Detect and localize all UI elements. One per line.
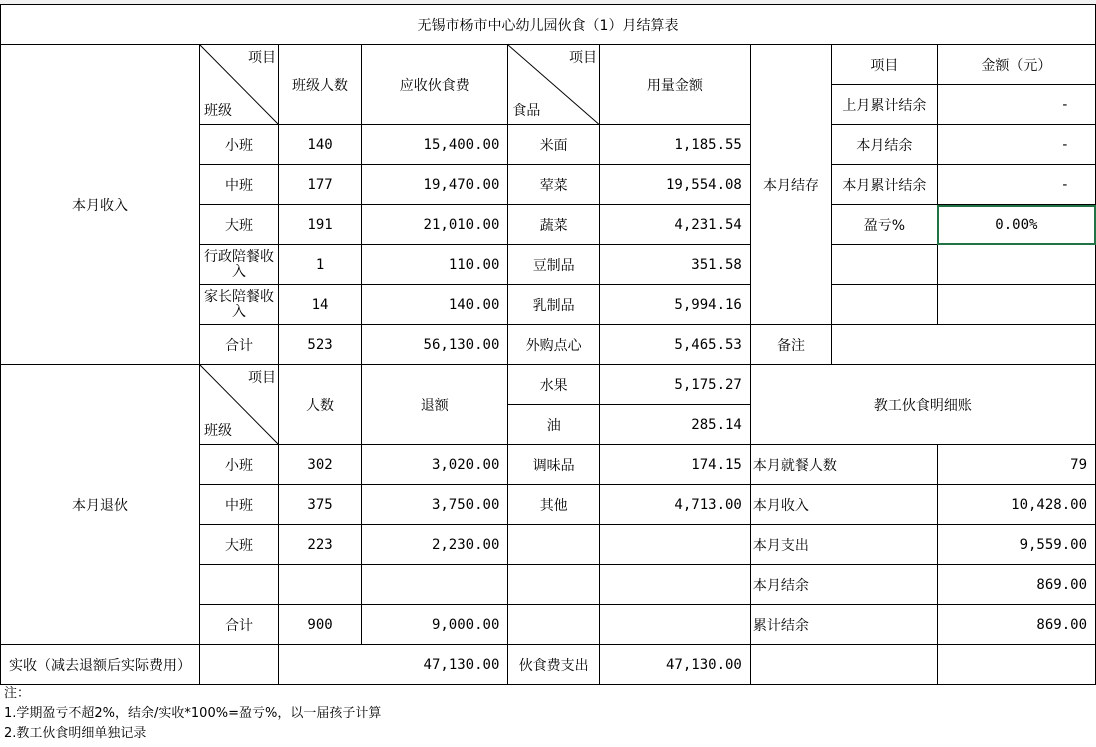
notes-head[interactable]: 注： [4,686,31,701]
income-total-fee[interactable]: 56,130.00 [362,325,508,365]
note-value[interactable] [832,325,1096,365]
empty-cell[interactable] [508,565,600,605]
notes-line-1[interactable]: 1.学期盈亏不超2%，结余/实收*100%=盈亏%，以一届孩子计算 [4,706,382,721]
balance-item-name[interactable]: 本月结余 [832,125,938,165]
income-row-count[interactable]: 140 [279,125,362,165]
food-row-name[interactable]: 调味品 [508,445,600,485]
refund-row-name[interactable]: 大班 [200,525,279,565]
refund-row-amount[interactable]: 2,230.00 [362,525,508,565]
income-col-count[interactable]: 班级人数 [279,45,362,125]
food-row-amount[interactable]: 285.14 [599,405,750,445]
empty-cell[interactable] [508,605,600,645]
food-row-name[interactable]: 荤菜 [508,165,600,205]
actual-label[interactable]: 实收（减去退额后实际费用） [1,645,200,685]
refund-total-amount[interactable]: 9,000.00 [362,605,508,645]
staff-row-value[interactable]: 869.00 [937,565,1095,605]
refund-row-name[interactable]: 小班 [200,445,279,485]
sheet-title[interactable]: 无锡市杨市中心幼儿园伙食（1）月结算表 [1,5,1096,45]
income-row-count[interactable]: 177 [279,165,362,205]
food-row-name[interactable]: 水果 [508,365,600,405]
income-row-fee[interactable]: 21,010.00 [362,205,508,245]
balance-item-value[interactable]: - [937,165,1095,205]
refund-diagonal-header[interactable] [200,365,279,445]
income-section-label[interactable]: 本月收入 [1,45,200,365]
balance-item-value-selected[interactable]: 0.00% [937,205,1095,245]
food-row-amount[interactable]: 4,231.54 [599,205,750,245]
income-diag-top: 项目 [248,50,276,66]
refund-diag-bottom: 班级 [204,423,232,439]
food-row-amount[interactable]: 5,994.16 [599,285,750,325]
note-label[interactable]: 备注 [750,325,831,365]
empty-cell[interactable] [599,525,750,565]
income-diagonal-header[interactable] [200,45,279,125]
income-row-fee[interactable]: 140.00 [362,285,508,325]
notes-block [4,684,381,744]
food-row-name[interactable]: 蔬菜 [508,205,600,245]
notes-line-2[interactable]: 2.教工伙食明细单独记录 [4,726,147,741]
food-row-amount[interactable]: 5,465.53 [599,325,750,365]
food-diag-top: 项目 [568,50,597,66]
income-col-fee[interactable]: 应收伙食费 [362,45,508,125]
empty-cell[interactable] [200,645,279,685]
empty-cell[interactable] [937,285,1095,325]
empty-cell[interactable] [832,285,938,325]
empty-cell[interactable] [937,245,1095,285]
balance-item-name[interactable]: 上月累计结余 [832,85,938,125]
food-row-amount[interactable]: 19,554.08 [599,165,750,205]
food-row-name[interactable]: 米面 [508,125,600,165]
empty-cell[interactable] [599,605,750,645]
food-row-amount[interactable]: 174.15 [599,445,750,485]
empty-cell[interactable] [750,645,937,685]
refund-total-count[interactable]: 900 [279,605,362,645]
empty-cell[interactable] [362,565,508,605]
food-col-amount[interactable]: 用量金额 [599,45,750,125]
food-row-name[interactable]: 油 [508,405,600,445]
income-row-name[interactable]: 行政陪餐收入 [200,245,279,285]
refund-row-count[interactable]: 375 [279,485,362,525]
income-total-name[interactable]: 合计 [200,325,279,365]
income-row-name[interactable]: 家长陪餐收入 [200,285,279,325]
income-diag-bottom: 班级 [204,103,232,119]
refund-total-name[interactable]: 合计 [200,605,279,645]
staff-row-value[interactable]: 79 [937,445,1095,485]
refund-diag-top: 项目 [248,370,276,386]
empty-cell[interactable] [832,245,938,285]
income-row-name[interactable]: 中班 [200,165,279,205]
empty-cell[interactable] [599,565,750,605]
empty-cell[interactable] [937,645,1095,685]
income-row-fee[interactable]: 19,470.00 [362,165,508,205]
staff-row-name[interactable]: 本月支出 [750,525,937,565]
balance-item-value[interactable]: - [937,85,1095,125]
income-row-count[interactable]: 191 [279,205,362,245]
income-row-count[interactable]: 1 [279,245,362,285]
refund-row-count[interactable]: 302 [279,445,362,485]
refund-row-count[interactable]: 223 [279,525,362,565]
actual-value[interactable]: 47,130.00 [279,645,508,685]
staff-row-name[interactable]: 本月收入 [750,485,937,525]
refund-row-name[interactable]: 中班 [200,485,279,525]
balance-section-label[interactable]: 本月结存 [750,45,831,325]
income-row-name[interactable]: 小班 [200,125,279,165]
food-diag-bottom: 食品 [512,103,541,119]
refund-section-label[interactable]: 本月退伙 [1,365,200,645]
food-row-amount[interactable]: 351.58 [599,245,750,285]
balance-item-name[interactable]: 本月累计结余 [832,165,938,205]
staff-row-value[interactable]: 10,428.00 [937,485,1095,525]
income-row-fee[interactable]: 15,400.00 [362,125,508,165]
food-row-amount[interactable]: 4,713.00 [599,485,750,525]
refund-row-amount[interactable]: 3,750.00 [362,485,508,525]
refund-row-amount[interactable]: 3,020.00 [362,445,508,485]
empty-cell[interactable] [508,525,600,565]
balance-item-value[interactable]: - [937,125,1095,165]
income-total-count[interactable]: 523 [279,325,362,365]
food-row-name[interactable]: 乳制品 [508,285,600,325]
staff-row-value[interactable]: 869.00 [937,605,1095,645]
income-row-count[interactable]: 14 [279,285,362,325]
refund-col-amount[interactable]: 退额 [362,365,508,445]
staff-row-value[interactable]: 9,559.00 [937,525,1095,565]
food-diagonal-header[interactable] [508,45,600,125]
empty-cell[interactable] [200,565,279,605]
food-row-amount[interactable]: 1,185.55 [599,125,750,165]
balance-col-item[interactable]: 项目 [832,45,938,85]
staff-row-name[interactable]: 累计结余 [750,605,937,645]
food-row-amount[interactable]: 5,175.27 [599,365,750,405]
food-row-name[interactable]: 外购点心 [508,325,600,365]
settlement-table [0,4,1096,685]
income-row-name[interactable]: 大班 [200,205,279,245]
refund-col-count[interactable]: 人数 [279,365,362,445]
empty-cell[interactable] [279,565,362,605]
staff-header[interactable]: 教工伙食明细账 [750,365,1095,445]
expense-value[interactable]: 47,130.00 [599,645,750,685]
food-row-name[interactable]: 豆制品 [508,245,600,285]
balance-col-amount[interactable]: 金额（元） [937,45,1095,85]
income-row-fee[interactable]: 110.00 [362,245,508,285]
expense-label[interactable]: 伙食费支出 [508,645,600,685]
staff-row-name[interactable]: 本月结余 [750,565,937,605]
staff-row-name[interactable]: 本月就餐人数 [750,445,937,485]
food-row-name[interactable]: 其他 [508,485,600,525]
balance-item-name[interactable]: 盈亏% [832,205,938,245]
